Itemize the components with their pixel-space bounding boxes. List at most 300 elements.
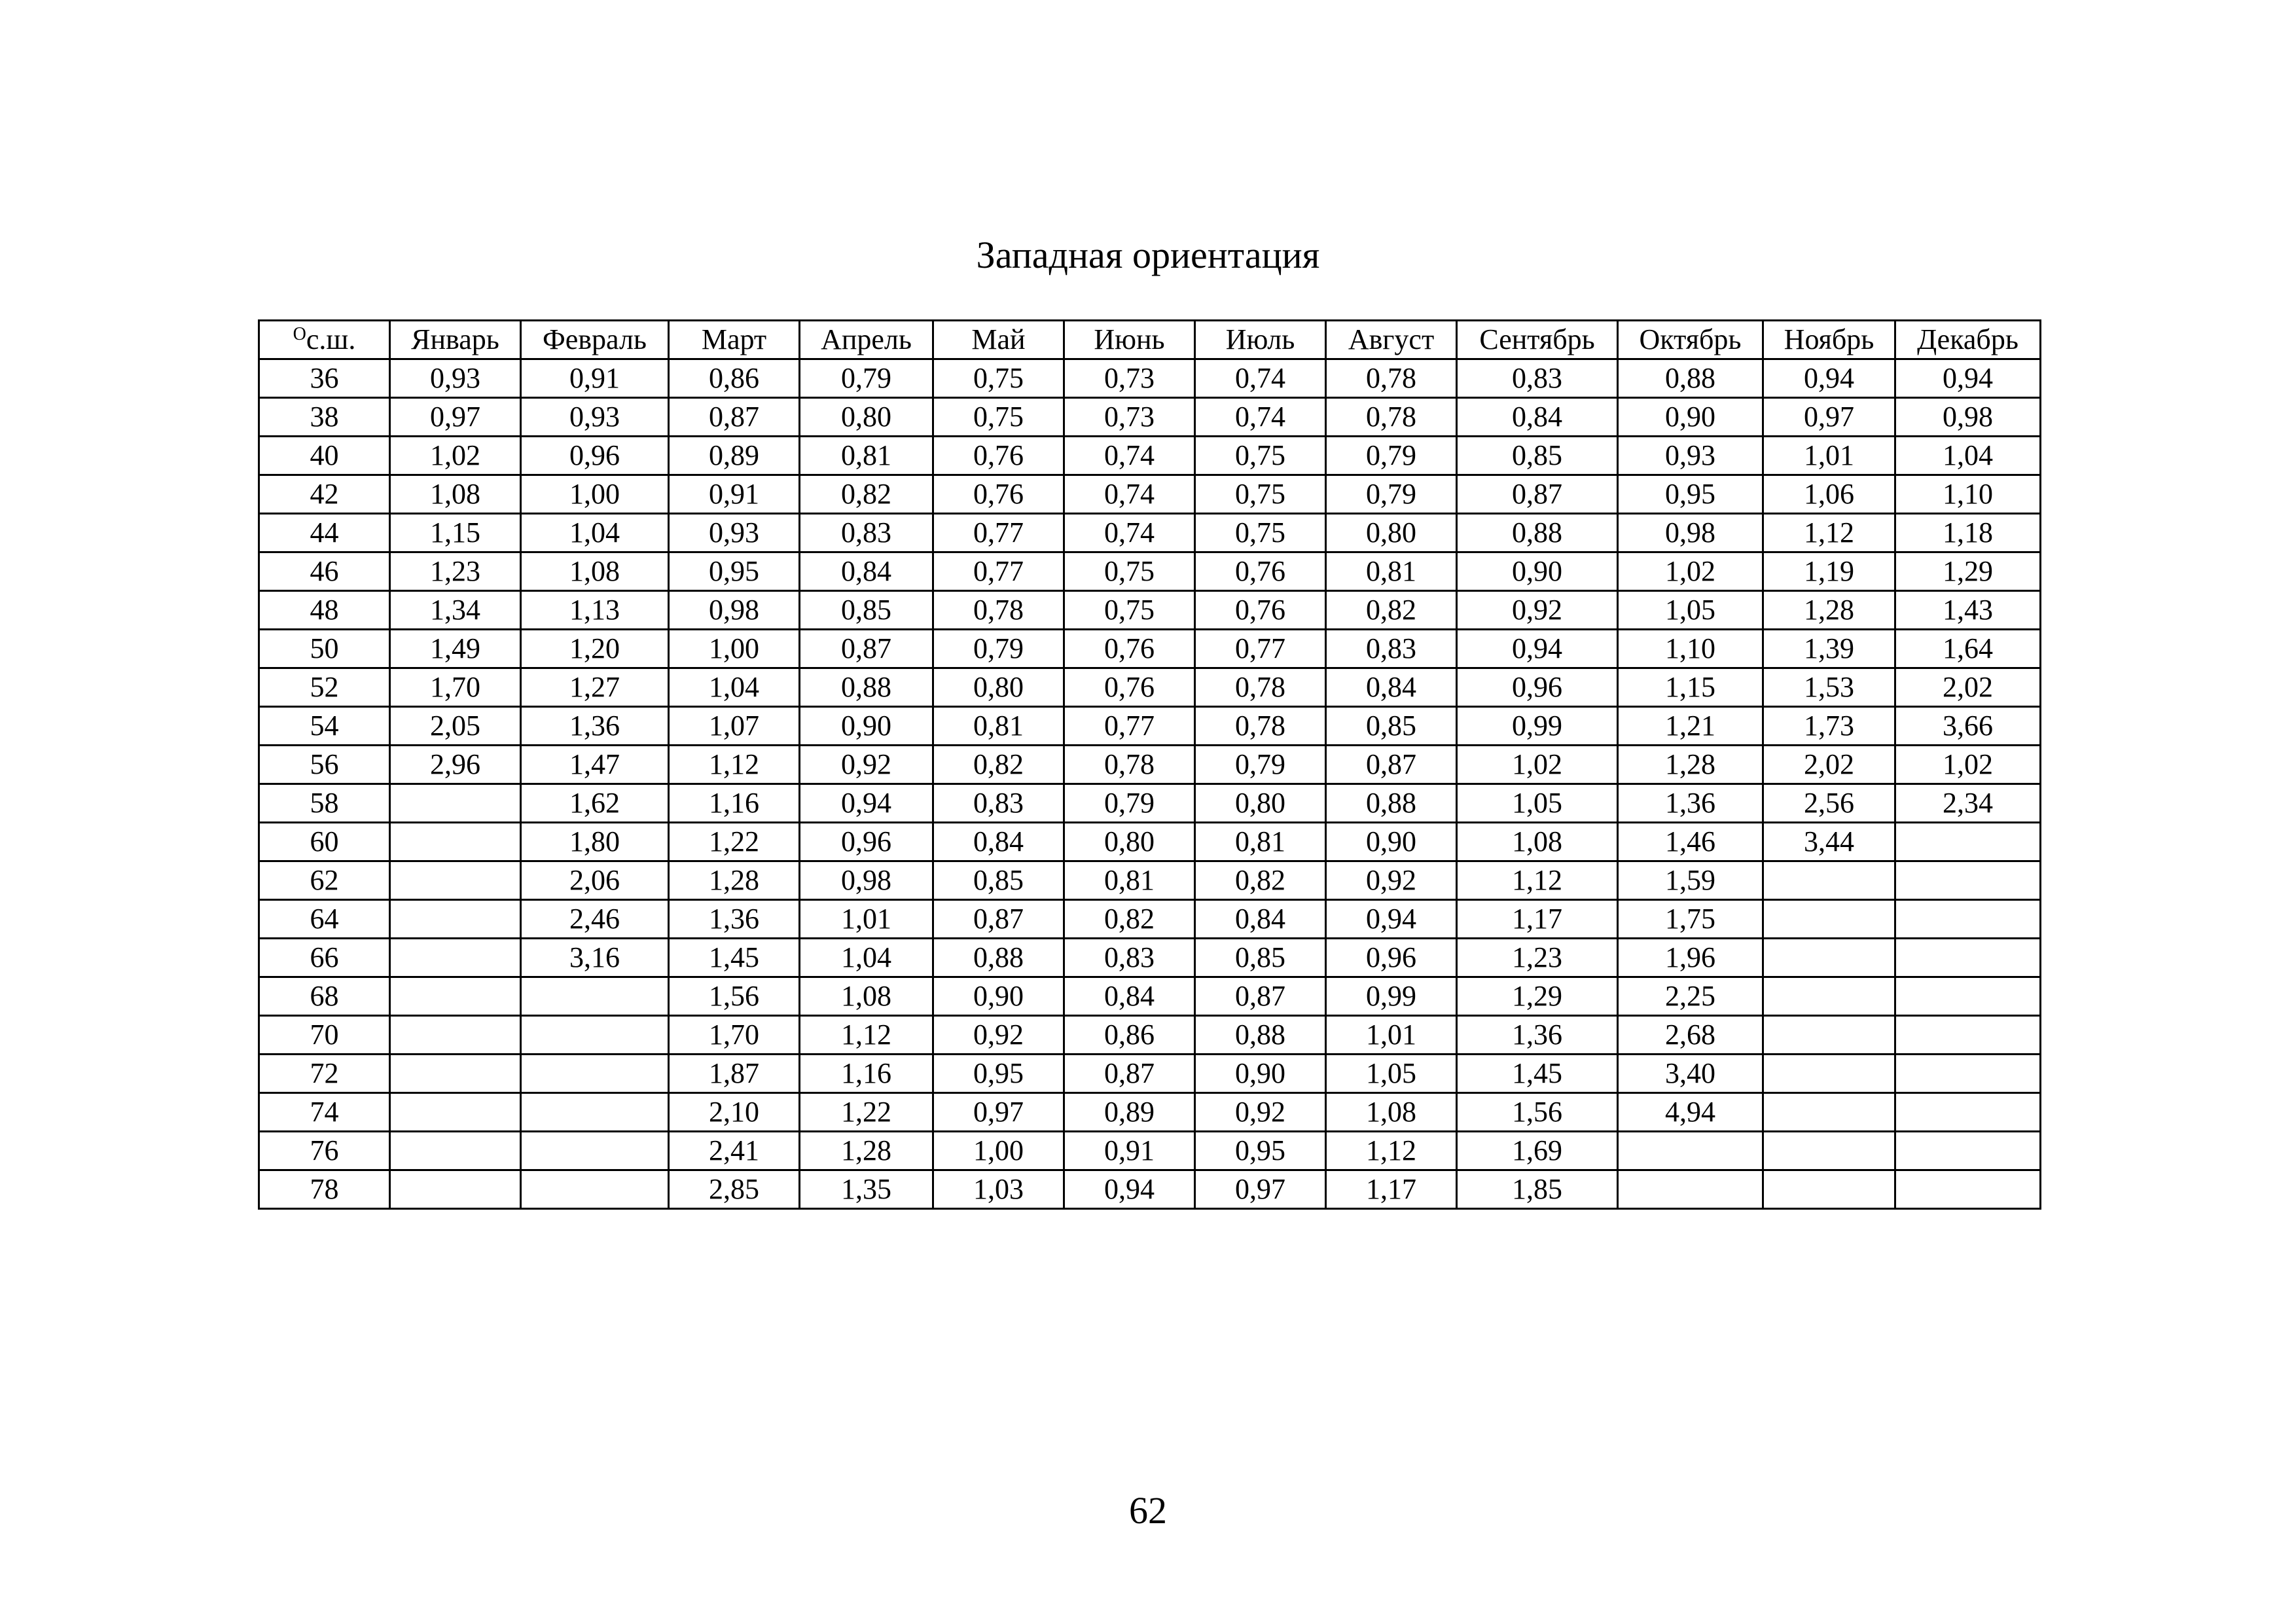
value-cell: 0,89 bbox=[669, 437, 800, 475]
value-cell: 0,81 bbox=[800, 437, 933, 475]
value-cell bbox=[1895, 861, 2041, 900]
value-cell: 0,96 bbox=[521, 437, 669, 475]
value-cell: 1,12 bbox=[1763, 514, 1895, 552]
value-cell bbox=[1895, 1055, 2041, 1093]
value-cell: 0,90 bbox=[933, 977, 1064, 1016]
value-cell: 1,69 bbox=[1457, 1132, 1618, 1170]
value-cell: 0,84 bbox=[933, 823, 1064, 861]
value-cell: 0,78 bbox=[1195, 668, 1326, 707]
value-cell: 1,04 bbox=[521, 514, 669, 552]
value-cell bbox=[390, 1055, 521, 1093]
value-cell bbox=[1618, 1170, 1763, 1209]
value-cell bbox=[390, 939, 521, 977]
value-cell bbox=[1763, 1093, 1895, 1132]
table-body bbox=[259, 359, 2041, 1209]
value-cell: 0,94 bbox=[1895, 359, 2041, 398]
latitude-cell: 44 bbox=[259, 514, 390, 552]
value-cell: 1,96 bbox=[1618, 939, 1763, 977]
value-cell bbox=[390, 784, 521, 823]
value-cell: 2,56 bbox=[1763, 784, 1895, 823]
value-cell: 0,73 bbox=[1064, 398, 1195, 437]
value-cell: 1,85 bbox=[1457, 1170, 1618, 1209]
value-cell: 0,75 bbox=[1064, 591, 1195, 630]
value-cell: 1,01 bbox=[1763, 437, 1895, 475]
table-header-row bbox=[259, 321, 2041, 359]
value-cell: 1,02 bbox=[1618, 552, 1763, 591]
value-cell: 0,91 bbox=[1064, 1132, 1195, 1170]
value-cell: 1,59 bbox=[1618, 861, 1763, 900]
latitude-cell: 42 bbox=[259, 475, 390, 514]
value-cell: 0,94 bbox=[1064, 1170, 1195, 1209]
latitude-header bbox=[259, 321, 390, 359]
value-cell: 0,90 bbox=[1195, 1055, 1326, 1093]
value-cell: 2,06 bbox=[521, 861, 669, 900]
value-cell: 2,34 bbox=[1895, 784, 2041, 823]
value-cell: 0,95 bbox=[1195, 1132, 1326, 1170]
value-cell: 0,95 bbox=[933, 1055, 1064, 1093]
month-header: Ноябрь bbox=[1763, 321, 1895, 359]
value-cell: 0,80 bbox=[800, 398, 933, 437]
value-cell: 0,74 bbox=[1064, 475, 1195, 514]
value-cell: 0,96 bbox=[1457, 668, 1618, 707]
latitude-cell: 66 bbox=[259, 939, 390, 977]
value-cell: 0,76 bbox=[1064, 630, 1195, 668]
value-cell: 1,62 bbox=[521, 784, 669, 823]
month-header: Август bbox=[1326, 321, 1457, 359]
value-cell: 0,84 bbox=[1195, 900, 1326, 939]
value-cell: 1,15 bbox=[390, 514, 521, 552]
value-cell: 0,81 bbox=[1195, 823, 1326, 861]
value-cell: 0,75 bbox=[933, 359, 1064, 398]
value-cell: 1,43 bbox=[1895, 591, 2041, 630]
month-header: Июнь bbox=[1064, 321, 1195, 359]
value-cell: 3,44 bbox=[1763, 823, 1895, 861]
value-cell: 1,08 bbox=[390, 475, 521, 514]
month-header: Апрель bbox=[800, 321, 933, 359]
value-cell bbox=[1763, 1170, 1895, 1209]
month-header: Октябрь bbox=[1618, 321, 1763, 359]
value-cell: 0,94 bbox=[1763, 359, 1895, 398]
value-cell: 1,05 bbox=[1618, 591, 1763, 630]
value-cell: 0,90 bbox=[1618, 398, 1763, 437]
value-cell bbox=[1763, 1016, 1895, 1055]
value-cell: 1,18 bbox=[1895, 514, 2041, 552]
value-cell: 1,12 bbox=[800, 1016, 933, 1055]
value-cell: 1,12 bbox=[1457, 861, 1618, 900]
value-cell: 0,81 bbox=[1326, 552, 1457, 591]
month-header: Декабрь bbox=[1895, 321, 2041, 359]
value-cell: 0,97 bbox=[933, 1093, 1064, 1132]
value-cell: 0,76 bbox=[1195, 591, 1326, 630]
value-cell: 1,02 bbox=[1895, 746, 2041, 784]
value-cell: 0,87 bbox=[800, 630, 933, 668]
value-cell bbox=[1895, 977, 2041, 1016]
table-row bbox=[259, 552, 2041, 591]
value-cell: 1,28 bbox=[1763, 591, 1895, 630]
latitude-cell: 54 bbox=[259, 707, 390, 746]
latitude-cell: 48 bbox=[259, 591, 390, 630]
value-cell: 0,99 bbox=[1457, 707, 1618, 746]
table-row bbox=[259, 746, 2041, 784]
coefficients-table bbox=[258, 319, 2041, 1210]
latitude-cell: 74 bbox=[259, 1093, 390, 1132]
value-cell bbox=[1895, 900, 2041, 939]
value-cell: 1,02 bbox=[1457, 746, 1618, 784]
value-cell: 2,02 bbox=[1763, 746, 1895, 784]
value-cell: 0,89 bbox=[1064, 1093, 1195, 1132]
value-cell: 1,23 bbox=[1457, 939, 1618, 977]
value-cell: 0,79 bbox=[933, 630, 1064, 668]
table-row bbox=[259, 514, 2041, 552]
value-cell: 0,83 bbox=[933, 784, 1064, 823]
value-cell: 1,64 bbox=[1895, 630, 2041, 668]
value-cell bbox=[390, 977, 521, 1016]
value-cell: 0,85 bbox=[800, 591, 933, 630]
value-cell: 1,73 bbox=[1763, 707, 1895, 746]
value-cell: 0,76 bbox=[1064, 668, 1195, 707]
value-cell bbox=[521, 977, 669, 1016]
value-cell: 1,07 bbox=[669, 707, 800, 746]
value-cell: 2,46 bbox=[521, 900, 669, 939]
table-row bbox=[259, 475, 2041, 514]
value-cell: 0,96 bbox=[1326, 939, 1457, 977]
value-cell bbox=[1895, 823, 2041, 861]
value-cell bbox=[1763, 861, 1895, 900]
value-cell: 0,81 bbox=[933, 707, 1064, 746]
value-cell: 0,77 bbox=[1195, 630, 1326, 668]
value-cell: 0,83 bbox=[1326, 630, 1457, 668]
value-cell: 1,08 bbox=[1326, 1093, 1457, 1132]
degree-mark: O bbox=[293, 324, 306, 344]
value-cell: 0,76 bbox=[933, 475, 1064, 514]
value-cell: 0,73 bbox=[1064, 359, 1195, 398]
value-cell: 0,93 bbox=[390, 359, 521, 398]
value-cell: 1,35 bbox=[800, 1170, 933, 1209]
month-header: Май bbox=[933, 321, 1064, 359]
value-cell: 2,02 bbox=[1895, 668, 2041, 707]
value-cell: 1,29 bbox=[1457, 977, 1618, 1016]
value-cell: 1,36 bbox=[1457, 1016, 1618, 1055]
value-cell: 0,78 bbox=[1326, 359, 1457, 398]
value-cell: 0,80 bbox=[1195, 784, 1326, 823]
table-row bbox=[259, 398, 2041, 437]
month-header: Июль bbox=[1195, 321, 1326, 359]
page-number: 62 bbox=[1129, 1489, 1167, 1532]
value-cell: 0,79 bbox=[1195, 746, 1326, 784]
value-cell: 0,90 bbox=[800, 707, 933, 746]
value-cell: 4,94 bbox=[1618, 1093, 1763, 1132]
value-cell: 0,76 bbox=[1195, 552, 1326, 591]
value-cell bbox=[521, 1132, 669, 1170]
value-cell: 0,75 bbox=[1195, 475, 1326, 514]
value-cell bbox=[1763, 1055, 1895, 1093]
value-cell: 0,80 bbox=[933, 668, 1064, 707]
value-cell: 0,80 bbox=[1326, 514, 1457, 552]
value-cell: 0,92 bbox=[1195, 1093, 1326, 1132]
value-cell: 0,74 bbox=[1195, 359, 1326, 398]
value-cell: 0,78 bbox=[1195, 707, 1326, 746]
latitude-cell: 70 bbox=[259, 1016, 390, 1055]
value-cell: 1,27 bbox=[521, 668, 669, 707]
value-cell: 0,84 bbox=[1457, 398, 1618, 437]
value-cell: 0,87 bbox=[669, 398, 800, 437]
value-cell: 1,36 bbox=[1618, 784, 1763, 823]
value-cell: 0,98 bbox=[1618, 514, 1763, 552]
value-cell: 0,83 bbox=[1064, 939, 1195, 977]
value-cell: 1,56 bbox=[669, 977, 800, 1016]
month-header: Февраль bbox=[521, 321, 669, 359]
value-cell: 0,88 bbox=[1195, 1016, 1326, 1055]
value-cell: 1,10 bbox=[1895, 475, 2041, 514]
value-cell: 0,84 bbox=[800, 552, 933, 591]
value-cell: 0,94 bbox=[1457, 630, 1618, 668]
table-row bbox=[259, 668, 2041, 707]
month-header: Сентябрь bbox=[1457, 321, 1618, 359]
value-cell bbox=[521, 1055, 669, 1093]
value-cell: 1,22 bbox=[669, 823, 800, 861]
value-cell: 1,17 bbox=[1326, 1170, 1457, 1209]
value-cell bbox=[521, 1016, 669, 1055]
value-cell: 0,98 bbox=[1895, 398, 2041, 437]
value-cell: 1,00 bbox=[669, 630, 800, 668]
latitude-cell: 58 bbox=[259, 784, 390, 823]
value-cell: 1,34 bbox=[390, 591, 521, 630]
value-cell: 1,08 bbox=[521, 552, 669, 591]
value-cell: 0,95 bbox=[669, 552, 800, 591]
value-cell: 1,87 bbox=[669, 1055, 800, 1093]
value-cell bbox=[1895, 1016, 2041, 1055]
value-cell: 2,41 bbox=[669, 1132, 800, 1170]
value-cell: 0,83 bbox=[800, 514, 933, 552]
value-cell: 1,04 bbox=[800, 939, 933, 977]
value-cell bbox=[1763, 939, 1895, 977]
value-cell: 1,02 bbox=[390, 437, 521, 475]
value-cell: 0,78 bbox=[1064, 746, 1195, 784]
value-cell: 0,88 bbox=[800, 668, 933, 707]
value-cell: 1,75 bbox=[1618, 900, 1763, 939]
value-cell: 1,46 bbox=[1618, 823, 1763, 861]
value-cell bbox=[390, 1016, 521, 1055]
value-cell: 2,25 bbox=[1618, 977, 1763, 1016]
table-row bbox=[259, 939, 2041, 977]
value-cell: 1,03 bbox=[933, 1170, 1064, 1209]
value-cell: 0,87 bbox=[1457, 475, 1618, 514]
value-cell: 0,75 bbox=[1195, 514, 1326, 552]
value-cell: 0,81 bbox=[1064, 861, 1195, 900]
value-cell: 0,79 bbox=[1326, 475, 1457, 514]
value-cell: 1,05 bbox=[1326, 1055, 1457, 1093]
value-cell: 1,08 bbox=[1457, 823, 1618, 861]
value-cell: 1,45 bbox=[669, 939, 800, 977]
value-cell: 0,84 bbox=[1064, 977, 1195, 1016]
table-row bbox=[259, 1170, 2041, 1209]
month-header: Январь bbox=[390, 321, 521, 359]
value-cell: 0,78 bbox=[1326, 398, 1457, 437]
value-cell: 1,19 bbox=[1763, 552, 1895, 591]
value-cell: 0,82 bbox=[1326, 591, 1457, 630]
latitude-cell: 78 bbox=[259, 1170, 390, 1209]
value-cell: 1,28 bbox=[800, 1132, 933, 1170]
value-cell bbox=[521, 1093, 669, 1132]
value-cell: 1,49 bbox=[390, 630, 521, 668]
value-cell bbox=[1895, 1170, 2041, 1209]
value-cell bbox=[390, 861, 521, 900]
value-cell: 1,56 bbox=[1457, 1093, 1618, 1132]
value-cell: 0,97 bbox=[390, 398, 521, 437]
value-cell: 3,16 bbox=[521, 939, 669, 977]
value-cell: 1,70 bbox=[669, 1016, 800, 1055]
value-cell: 1,12 bbox=[669, 746, 800, 784]
value-cell: 0,78 bbox=[933, 591, 1064, 630]
latitude-cell: 62 bbox=[259, 861, 390, 900]
value-cell: 0,95 bbox=[1618, 475, 1763, 514]
latitude-cell: 46 bbox=[259, 552, 390, 591]
latitude-cell: 60 bbox=[259, 823, 390, 861]
value-cell: 0,80 bbox=[1064, 823, 1195, 861]
value-cell: 1,36 bbox=[521, 707, 669, 746]
value-cell: 0,93 bbox=[669, 514, 800, 552]
value-cell: 2,85 bbox=[669, 1170, 800, 1209]
table-row bbox=[259, 1132, 2041, 1170]
value-cell: 0,87 bbox=[1064, 1055, 1195, 1093]
latitude-cell: 76 bbox=[259, 1132, 390, 1170]
value-cell: 0,82 bbox=[933, 746, 1064, 784]
value-cell: 0,87 bbox=[1195, 977, 1326, 1016]
latitude-cell: 52 bbox=[259, 668, 390, 707]
table-row bbox=[259, 900, 2041, 939]
value-cell: 2,96 bbox=[390, 746, 521, 784]
latitude-cell: 40 bbox=[259, 437, 390, 475]
table-row bbox=[259, 359, 2041, 398]
value-cell: 0,93 bbox=[521, 398, 669, 437]
value-cell: 0,97 bbox=[1763, 398, 1895, 437]
value-cell: 1,15 bbox=[1618, 668, 1763, 707]
value-cell: 0,77 bbox=[1064, 707, 1195, 746]
value-cell: 3,66 bbox=[1895, 707, 2041, 746]
table-row bbox=[259, 861, 2041, 900]
value-cell: 0,79 bbox=[800, 359, 933, 398]
value-cell: 1,28 bbox=[669, 861, 800, 900]
value-cell: 1,28 bbox=[1618, 746, 1763, 784]
latitude-cell: 64 bbox=[259, 900, 390, 939]
value-cell: 0,82 bbox=[1064, 900, 1195, 939]
value-cell: 2,05 bbox=[390, 707, 521, 746]
value-cell: 0,87 bbox=[933, 900, 1064, 939]
value-cell: 1,17 bbox=[1457, 900, 1618, 939]
value-cell: 2,68 bbox=[1618, 1016, 1763, 1055]
value-cell: 0,94 bbox=[800, 784, 933, 823]
value-cell: 1,10 bbox=[1618, 630, 1763, 668]
value-cell: 1,06 bbox=[1763, 475, 1895, 514]
value-cell: 0,86 bbox=[669, 359, 800, 398]
value-cell: 0,77 bbox=[933, 552, 1064, 591]
value-cell: 0,77 bbox=[933, 514, 1064, 552]
latitude-header-label: с.ш. bbox=[306, 323, 356, 355]
value-cell: 1,16 bbox=[800, 1055, 933, 1093]
value-cell: 0,88 bbox=[1326, 784, 1457, 823]
value-cell: 0,93 bbox=[1618, 437, 1763, 475]
table-row bbox=[259, 1016, 2041, 1055]
value-cell: 0,74 bbox=[1195, 398, 1326, 437]
value-cell: 1,04 bbox=[1895, 437, 2041, 475]
table-row bbox=[259, 630, 2041, 668]
value-cell: 0,85 bbox=[933, 861, 1064, 900]
value-cell: 0,85 bbox=[1195, 939, 1326, 977]
value-cell: 1,36 bbox=[669, 900, 800, 939]
latitude-cell: 36 bbox=[259, 359, 390, 398]
value-cell: 0,87 bbox=[1326, 746, 1457, 784]
value-cell bbox=[1895, 939, 2041, 977]
value-cell: 0,88 bbox=[933, 939, 1064, 977]
value-cell: 0,90 bbox=[1326, 823, 1457, 861]
value-cell: 0,88 bbox=[1618, 359, 1763, 398]
value-cell: 1,20 bbox=[521, 630, 669, 668]
value-cell: 1,22 bbox=[800, 1093, 933, 1132]
value-cell: 0,74 bbox=[1064, 437, 1195, 475]
value-cell: 0,90 bbox=[1457, 552, 1618, 591]
value-cell: 1,29 bbox=[1895, 552, 2041, 591]
value-cell: 2,10 bbox=[669, 1093, 800, 1132]
table-row bbox=[259, 591, 2041, 630]
value-cell: 1,45 bbox=[1457, 1055, 1618, 1093]
value-cell bbox=[1895, 1132, 2041, 1170]
value-cell: 0,86 bbox=[1064, 1016, 1195, 1055]
value-cell: 1,12 bbox=[1326, 1132, 1457, 1170]
table-row bbox=[259, 1093, 2041, 1132]
value-cell bbox=[1763, 900, 1895, 939]
value-cell: 0,83 bbox=[1457, 359, 1618, 398]
value-cell: 1,01 bbox=[800, 900, 933, 939]
value-cell: 0,82 bbox=[800, 475, 933, 514]
value-cell: 0,92 bbox=[800, 746, 933, 784]
value-cell bbox=[390, 1093, 521, 1132]
value-cell bbox=[390, 823, 521, 861]
table-row bbox=[259, 823, 2041, 861]
value-cell: 1,39 bbox=[1763, 630, 1895, 668]
value-cell: 0,99 bbox=[1326, 977, 1457, 1016]
value-cell: 0,88 bbox=[1457, 514, 1618, 552]
value-cell: 0,92 bbox=[933, 1016, 1064, 1055]
value-cell: 0,75 bbox=[1195, 437, 1326, 475]
value-cell: 0,94 bbox=[1326, 900, 1457, 939]
value-cell: 1,21 bbox=[1618, 707, 1763, 746]
value-cell: 0,92 bbox=[1326, 861, 1457, 900]
value-cell: 0,98 bbox=[800, 861, 933, 900]
value-cell: 0,85 bbox=[1457, 437, 1618, 475]
value-cell: 1,70 bbox=[390, 668, 521, 707]
value-cell: 0,75 bbox=[933, 398, 1064, 437]
value-cell: 1,53 bbox=[1763, 668, 1895, 707]
latitude-cell: 68 bbox=[259, 977, 390, 1016]
value-cell: 0,92 bbox=[1457, 591, 1618, 630]
value-cell: 1,08 bbox=[800, 977, 933, 1016]
table-row bbox=[259, 977, 2041, 1016]
value-cell: 0,76 bbox=[933, 437, 1064, 475]
value-cell: 0,82 bbox=[1195, 861, 1326, 900]
value-cell bbox=[390, 900, 521, 939]
value-cell bbox=[390, 1170, 521, 1209]
value-cell bbox=[1763, 977, 1895, 1016]
latitude-cell: 72 bbox=[259, 1055, 390, 1093]
value-cell bbox=[390, 1132, 521, 1170]
value-cell bbox=[1618, 1132, 1763, 1170]
table-row bbox=[259, 437, 2041, 475]
value-cell: 1,80 bbox=[521, 823, 669, 861]
value-cell: 0,97 bbox=[1195, 1170, 1326, 1209]
value-cell: 1,05 bbox=[1457, 784, 1618, 823]
value-cell: 1,04 bbox=[669, 668, 800, 707]
value-cell: 1,16 bbox=[669, 784, 800, 823]
